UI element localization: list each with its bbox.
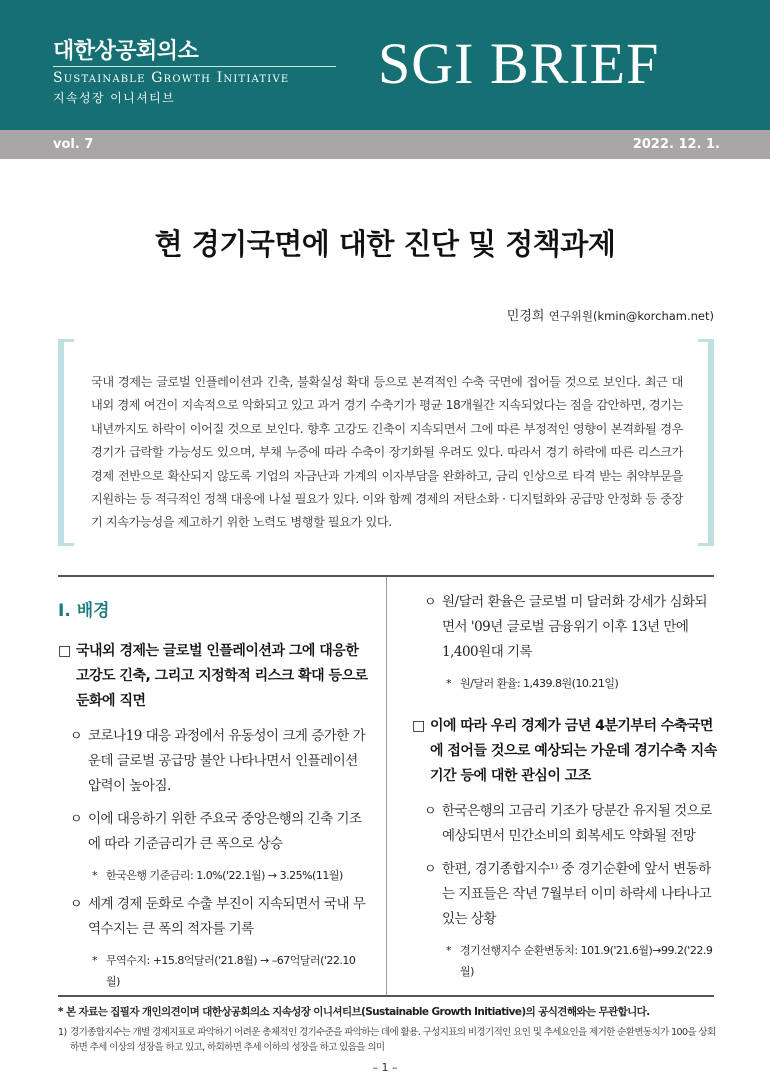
footnote-marker: 1) bbox=[58, 1027, 67, 1038]
circle-bullet-text: 세계 경제 둔화로 수출 부진이 지속되면서 국내 무역수지는 큰 폭의 적자를 기록 bbox=[88, 896, 366, 937]
circle-marker: ㅇ bbox=[424, 804, 437, 819]
square-bullet-item bbox=[58, 639, 368, 714]
circle-bullet-text: 한편, 경기종합지수¹⁾ 중 경기순환에 앞서 변동하는 지표들은 작년 7월부터 이미 하락세 나타나고 있는 상황 bbox=[442, 861, 712, 927]
org-subtitle: 지속성장 이니셔티브 bbox=[53, 91, 176, 105]
note-marker: * bbox=[446, 944, 451, 957]
circle-marker: ㅇ bbox=[70, 897, 83, 912]
summary-box bbox=[58, 339, 714, 546]
square-bullet-text: 이에 따라 우리 경제가 금년 4분기부터 수축국면에 접어들 것으로 예상되는 가운데 경기수축 지속기간 등에 대한 관심이 고조 bbox=[430, 718, 717, 784]
volume-label: vol. 7 bbox=[53, 137, 94, 152]
org-name-english: Sustainable Growth Initiative bbox=[53, 70, 290, 86]
section-title: Ⅰ. 배경 bbox=[58, 601, 110, 621]
footnote-1 bbox=[58, 1025, 718, 1055]
square-bullet-item bbox=[412, 714, 717, 789]
note-item bbox=[58, 865, 368, 886]
circle-bullet-text: 코로나19 대응 과정에서 유동성이 크게 증가한 가운데 글로벌 공급망 불안 나타나면서 인플레이션 압력이 높아짐. bbox=[88, 728, 366, 794]
note-text: 무역수지: +15.8억달러('21.8월) → –67억달러('22.10월) bbox=[106, 954, 356, 988]
circle-marker: ㅇ bbox=[424, 595, 437, 610]
org-name-korean: 대한상공회의소 bbox=[53, 39, 199, 64]
spacer bbox=[412, 700, 717, 714]
note-item bbox=[412, 673, 717, 694]
note-text: 경기선행지수 순환변동치: 101.9('21.6월)→99.2('22.9월) bbox=[460, 944, 713, 978]
note-item bbox=[58, 950, 368, 992]
circle-bullet-text: 이에 대응하기 위한 주요국 중앙은행의 긴축 기조에 따라 기준금리가 큰 폭으로 상승 bbox=[88, 811, 362, 852]
summary-text: 국내 경제는 글로벌 인플레이션과 긴축, 불확실성 확대 등으로 본격적인 수축 국면에 접어들 것으로 보인다. 최근 대내외 경제 여건이 지속적으로 악화되고 있고 과거 경기 수축기가 평균 18개월간 지속되었다는 점을 감안하면, 경기는 내년까지도 하락이 이어질 것으로 보인다. 향후 고강도 긴축이 지속되면서 그에 따른 부정적인 영향이 본격화될 경우 경기가 급락할 가능성도 있으며, 부채 누증에 따라 수축이 장기화될 우려도 있다. 따라서 경기 하락에 따른 리스크가 경제 전반으로 확산되지 않도록 기업의 자금난과 가계의 이자부담을 완화하고, 금리 인상으로 타격 받는 취약부문을 지원하는 등 적극적인 정책 대응에 나설 필요가 있다. 이와 함께 경제의 저탄소화 · 디지털화와 공급망 안정화 등 중장기 지속가능성을 제고하기 위한 노력도 병행할 필요가 있다. bbox=[91, 375, 683, 530]
square-marker: □ bbox=[412, 718, 425, 734]
page-number: – 1 – bbox=[372, 1061, 398, 1074]
circle-bullet-item bbox=[58, 807, 368, 857]
circle-bullet-text: 한국은행의 고금리 기조가 당분간 유지될 것으로 예상되면서 민간소비의 회복세도 약화될 전망 bbox=[442, 803, 712, 844]
circle-bullet-item bbox=[58, 724, 368, 799]
footnote-rule bbox=[58, 995, 714, 997]
square-marker: □ bbox=[58, 643, 71, 659]
circle-bullet-item bbox=[412, 590, 717, 665]
author-name: 민경희 bbox=[506, 309, 545, 324]
footnote-text: 경기종합지수는 개별 경제지표로 파악하기 어려운 총체적인 경기수준을 파악하는 데에 활용. 구성지표의 비경기적인 요인 및 추세요인을 제거한 순환변동치가 100을 상회하면 추세 이상의 성장을 하고 있고, 하회하면 추세 이하의 성장을 하고 있음을 의미 bbox=[70, 1027, 716, 1053]
author-line bbox=[507, 305, 714, 324]
note-text: 원/달러 환율: 1,439.8원(10.21일) bbox=[460, 677, 619, 690]
circle-bullet-text: 원/달러 환율은 글로벌 미 달러화 강세가 심화되면서 '09년 글로벌 금융위기 이후 13년 만에 1,400원대 기록 bbox=[442, 594, 708, 660]
left-column bbox=[58, 590, 368, 998]
note-marker: * bbox=[446, 677, 451, 690]
circle-marker: ㅇ bbox=[424, 862, 437, 877]
circle-bullet-item bbox=[412, 799, 717, 849]
note-text: 한국은행 기준금리: 1.0%('22.1월) → 3.25%(11월) bbox=[106, 869, 343, 882]
left-bracket bbox=[58, 339, 74, 546]
note-item bbox=[412, 940, 717, 982]
column-divider bbox=[386, 577, 387, 995]
disclaimer-footnote: * 본 자료는 집필자 개인의견이며 대한상공회의소 지속성장 이니셔티브(Sustainable Growth Initiative)의 공식견해와는 무관합니다. bbox=[58, 1006, 650, 1018]
circle-marker: ㅇ bbox=[70, 812, 83, 827]
circle-marker: ㅇ bbox=[70, 729, 83, 744]
issue-date: 2022. 12. 1. bbox=[632, 137, 720, 152]
org-divider-line bbox=[53, 66, 336, 67]
author-affiliation: 연구위원(kmin@korcham.net) bbox=[548, 309, 714, 323]
right-bracket bbox=[698, 339, 714, 546]
brand-title: SGI BRIEF bbox=[378, 31, 660, 96]
circle-bullet-item bbox=[412, 857, 717, 932]
square-bullet-text: 국내외 경제는 글로벌 인플레이션과 그에 대응한 고강도 긴축, 그리고 지정학적 리스크 확대 등으로 둔화에 직면 bbox=[76, 643, 368, 709]
page-title: 현 경기국면에 대한 진단 및 정책과제 bbox=[154, 227, 616, 261]
note-marker: * bbox=[92, 869, 97, 882]
right-column bbox=[412, 590, 717, 988]
note-marker: * bbox=[92, 954, 97, 967]
circle-bullet-item bbox=[58, 892, 368, 942]
